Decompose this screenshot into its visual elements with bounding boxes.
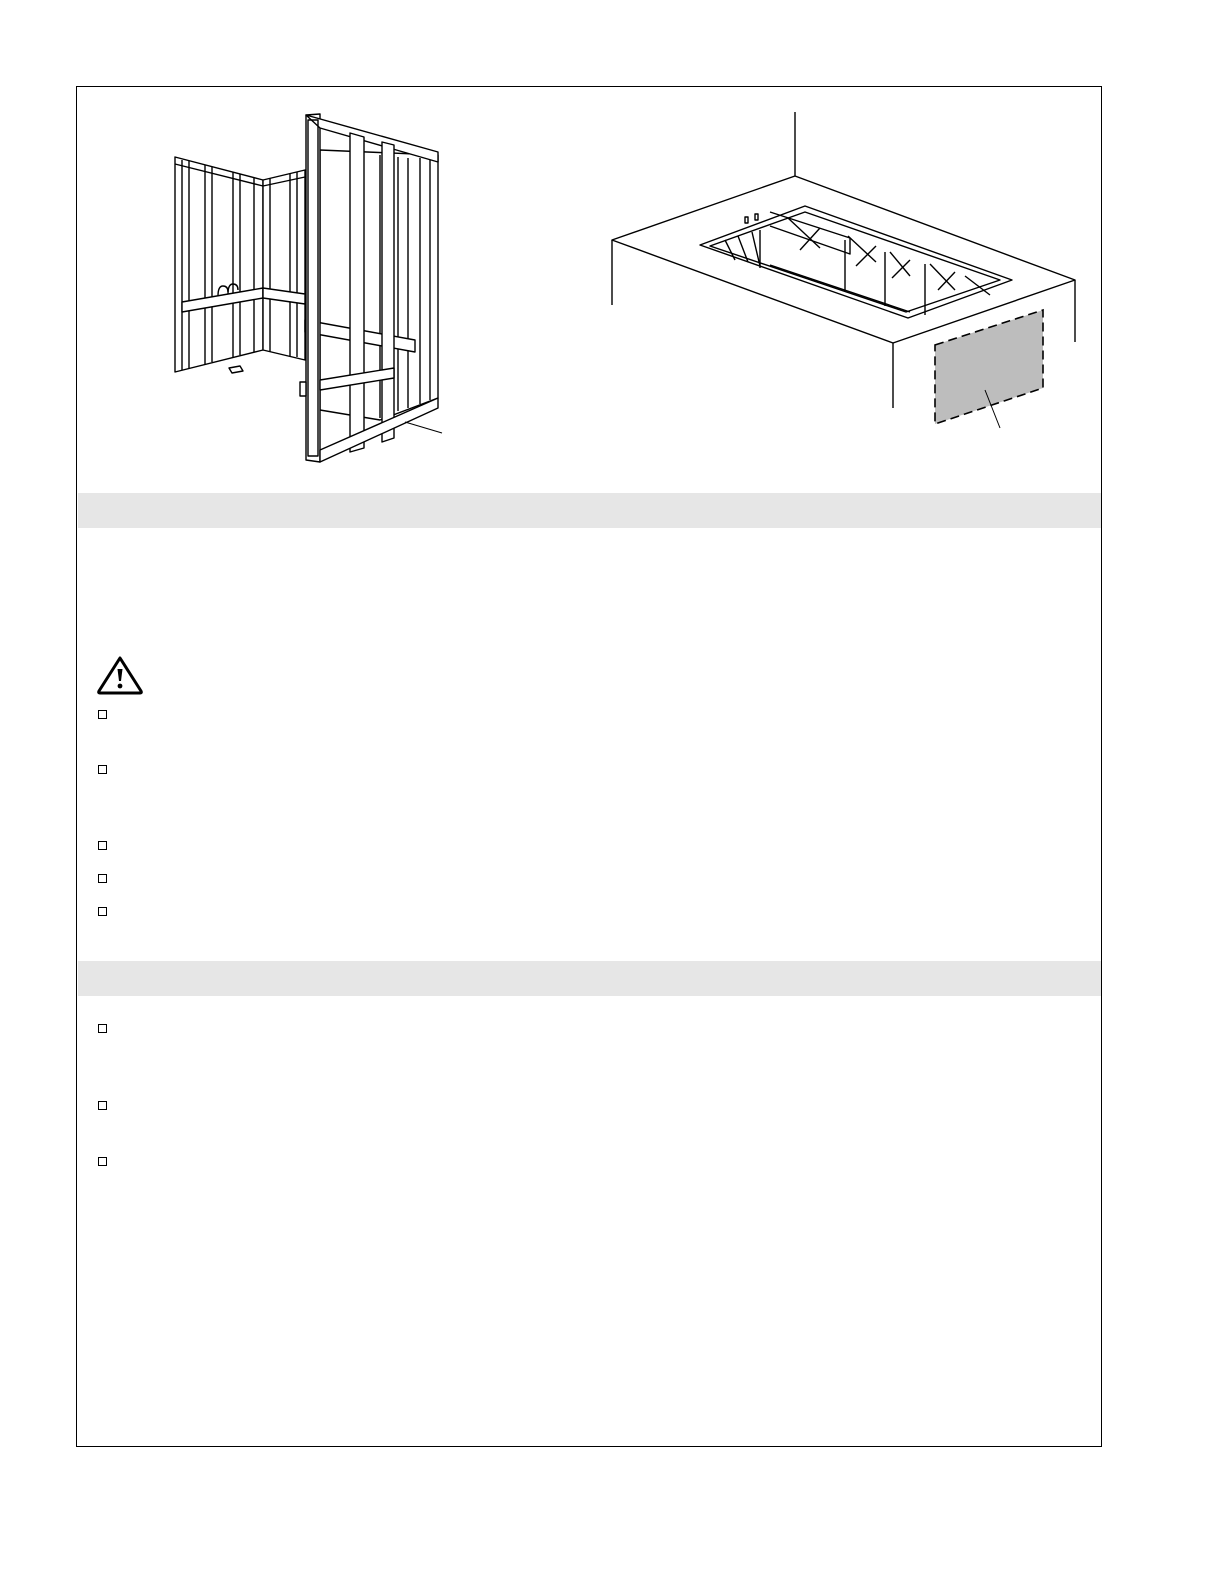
checkbox-item[interactable] xyxy=(98,1157,107,1166)
warning-triangle-icon xyxy=(96,655,144,695)
checkbox-item[interactable] xyxy=(98,1101,107,1110)
stud-framing-alcove-icon xyxy=(160,105,460,470)
checkbox-item[interactable] xyxy=(98,1024,107,1033)
checkbox-item[interactable] xyxy=(98,874,107,883)
checkbox-item[interactable] xyxy=(98,907,107,916)
section-header-bar-2 xyxy=(78,961,1101,996)
section-header-bar-1 xyxy=(78,493,1101,528)
checkbox-item[interactable] xyxy=(98,841,107,850)
tub-deck-access-panel-icon xyxy=(605,110,1090,435)
checkbox-item[interactable] xyxy=(98,710,107,719)
checkbox-item[interactable] xyxy=(98,765,107,774)
